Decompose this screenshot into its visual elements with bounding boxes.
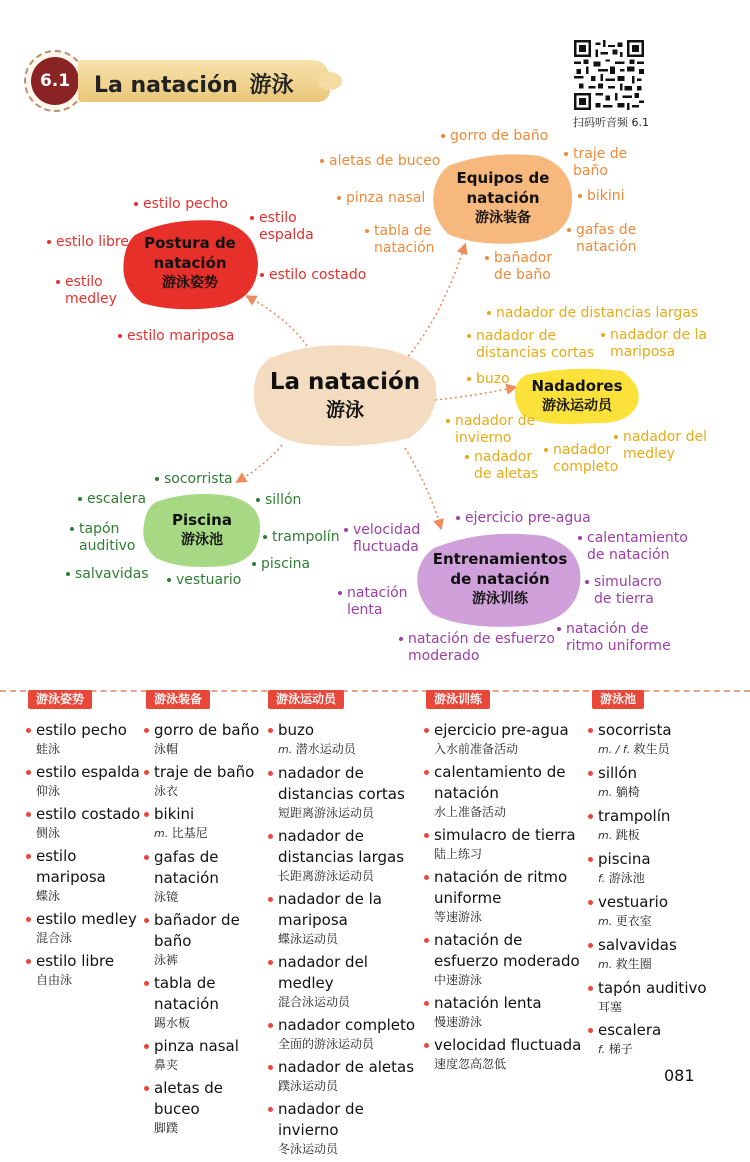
word-chinese xyxy=(434,972,588,988)
equipos-item: bañador de baño xyxy=(494,250,564,284)
piscina-node xyxy=(140,490,264,570)
word-gender: m. xyxy=(598,915,616,928)
word-chinese xyxy=(598,827,722,844)
piscina-item: vestuario xyxy=(176,572,242,588)
word-spanish: natación lenta xyxy=(434,994,542,1012)
word-entry xyxy=(268,1099,424,1157)
word-gender: m. xyxy=(154,827,172,840)
word-spanish: calentamiento de natación xyxy=(434,763,566,802)
word-translation: 侧泳 xyxy=(36,826,61,840)
word-translation: 蛙泳 xyxy=(36,742,61,756)
word-entry xyxy=(268,1057,424,1094)
word-spanish: estilo mariposa xyxy=(36,847,106,886)
word-spanish: aletas de buceo xyxy=(154,1079,223,1118)
word-spanish: vestuario xyxy=(598,893,669,911)
word-chinese xyxy=(154,741,266,757)
word-chinese xyxy=(434,909,588,925)
word-entry xyxy=(268,1015,424,1052)
word-chinese xyxy=(434,1014,588,1030)
equipos-item: pinza nasal xyxy=(346,190,426,206)
list-header-equipos: 游泳装备 xyxy=(146,690,210,709)
word-chinese xyxy=(598,870,722,887)
postura-item: estilo mariposa xyxy=(127,328,235,344)
word-spanish: sillón xyxy=(598,764,638,782)
word-entry xyxy=(26,804,144,841)
word-gender: m. xyxy=(598,829,616,842)
word-entry xyxy=(268,826,424,884)
word-gender: m. xyxy=(598,958,616,971)
word-spanish: trampolín xyxy=(598,807,671,825)
word-entry xyxy=(144,910,266,968)
word-translation: 比基尼 xyxy=(171,826,208,840)
word-spanish: escalera xyxy=(598,1021,662,1039)
nadadores-item: nadador de distancias cortas xyxy=(476,328,606,362)
word-entry xyxy=(26,909,144,946)
piscina-item: sillón xyxy=(265,492,302,508)
piscina-title-zh: 游泳池 xyxy=(181,532,223,548)
word-spanish: socorrista xyxy=(598,721,672,739)
list-header-postura: 游泳姿势 xyxy=(28,690,92,709)
word-translation: 泳裤 xyxy=(154,953,179,967)
word-translation: 跳板 xyxy=(615,828,640,842)
word-chinese xyxy=(598,913,722,930)
word-translation: 泳衣 xyxy=(154,784,179,798)
word-chinese xyxy=(434,741,588,757)
word-chinese xyxy=(278,1141,424,1157)
word-spanish: bikini xyxy=(154,805,195,823)
wordlist-col-equipos xyxy=(144,720,266,1141)
word-translation: 泳帽 xyxy=(154,742,179,756)
postura-title-zh: 游泳姿势 xyxy=(162,275,218,291)
word-translation: 耳塞 xyxy=(598,1000,623,1014)
nadadores-item: nadador completo xyxy=(553,442,623,476)
center-title-zh: 游泳 xyxy=(325,399,364,421)
equipos-item: traje de baño xyxy=(573,146,643,180)
word-translation: 脚蹼 xyxy=(154,1121,179,1135)
word-spanish: nadador de distancias cortas xyxy=(278,764,405,803)
word-chinese xyxy=(434,804,588,820)
entrenamientos-title-zh: 游泳训练 xyxy=(472,591,528,607)
word-chinese xyxy=(598,956,722,973)
word-chinese xyxy=(36,888,144,904)
word-entry xyxy=(588,892,722,930)
word-chinese xyxy=(278,1078,424,1094)
word-translation: 更衣室 xyxy=(615,914,652,928)
word-spanish: simulacro de tierra xyxy=(434,826,576,844)
word-chinese xyxy=(36,783,144,799)
word-spanish: nadador de la mariposa xyxy=(278,890,382,929)
word-entry xyxy=(588,720,722,758)
nadadores-title-zh: 游泳运动员 xyxy=(542,398,612,414)
entrenamientos-item: ejercicio pre-agua xyxy=(465,510,591,526)
equipos-title-zh: 游泳装备 xyxy=(475,210,531,226)
word-gender: m. xyxy=(278,743,296,756)
wordlist-col-nadadores xyxy=(268,720,424,1162)
word-chinese xyxy=(278,868,424,884)
word-translation: 蹼泳运动员 xyxy=(278,1079,339,1093)
center-node xyxy=(250,340,440,450)
word-entry xyxy=(424,930,588,988)
word-spanish: tapón auditivo xyxy=(598,979,707,997)
word-spanish: buzo xyxy=(278,721,315,739)
word-entry xyxy=(144,973,266,1031)
word-entry xyxy=(588,1020,722,1058)
word-spanish: nadador de invierno xyxy=(278,1100,364,1139)
word-chinese xyxy=(434,1056,588,1072)
word-entry xyxy=(144,1036,266,1073)
word-translation: 蝶泳运动员 xyxy=(278,932,339,946)
word-spanish: natación de ritmo uniforme xyxy=(434,868,568,907)
nadadores-item: nadador de invierno xyxy=(455,413,541,447)
word-translation: 仰泳 xyxy=(36,784,61,798)
nadadores-item: nadador del medley xyxy=(623,429,713,463)
word-spanish: piscina xyxy=(598,850,651,868)
word-translation: 躺椅 xyxy=(615,785,640,799)
entrenamientos-item: simulacro de tierra xyxy=(594,574,674,608)
nadadores-title-es: Nadadores xyxy=(531,377,623,395)
word-chinese xyxy=(154,1057,266,1073)
word-entry xyxy=(424,762,588,820)
postura-item: estilo espalda xyxy=(259,210,329,244)
entrenamientos-item: natación lenta xyxy=(347,585,417,619)
word-entry xyxy=(588,763,722,801)
entrenamientos-title-es: Entrenamientos de natación xyxy=(432,550,568,588)
word-entry xyxy=(26,720,144,757)
equipos-item: gafas de natación xyxy=(576,222,646,256)
word-spanish: traje de baño xyxy=(154,763,255,781)
word-spanish: tabla de natación xyxy=(154,974,219,1013)
word-entry xyxy=(588,935,722,973)
word-chinese xyxy=(278,741,424,758)
word-translation: 踢水板 xyxy=(154,1016,191,1030)
piscina-item: socorrista xyxy=(164,471,233,487)
word-spanish: nadador de aletas xyxy=(278,1058,415,1076)
word-chinese xyxy=(154,1015,266,1031)
piscina-item: salvavidas xyxy=(75,566,149,582)
word-spanish: estilo espalda xyxy=(36,763,140,781)
entrenamientos-item: calentamiento de natación xyxy=(587,530,697,564)
word-spanish: ejercicio pre-agua xyxy=(434,721,569,739)
word-spanish: gorro de baño xyxy=(154,721,260,739)
word-entry xyxy=(588,806,722,844)
word-chinese xyxy=(36,741,144,757)
nadadores-item: nadador de la mariposa xyxy=(610,327,710,361)
word-entry xyxy=(26,762,144,799)
word-chinese xyxy=(154,1120,266,1136)
word-entry xyxy=(144,762,266,799)
nadadores-item: nadador de distancias largas xyxy=(496,305,699,321)
word-chinese xyxy=(36,972,144,988)
word-translation: 入水前准备活动 xyxy=(434,742,519,756)
word-spanish: salvavidas xyxy=(598,936,677,954)
postura-item: estilo libre xyxy=(56,234,129,250)
word-chinese xyxy=(598,1041,722,1058)
word-entry xyxy=(424,720,588,757)
word-spanish: natación de esfuerzo moderado xyxy=(434,931,580,970)
word-translation: 救生员 xyxy=(633,742,670,756)
equipos-title-es: Equipos de natación xyxy=(456,169,550,207)
word-translation: 慢速游泳 xyxy=(434,1015,483,1029)
word-spanish: estilo pecho xyxy=(36,721,127,739)
word-entry xyxy=(144,720,266,757)
word-translation: 全面的游泳运动员 xyxy=(278,1037,375,1051)
word-gender: m. / f. xyxy=(598,743,634,756)
word-translation: 长距离游泳运动员 xyxy=(278,869,375,883)
word-entry xyxy=(268,763,424,821)
title-es: La natación xyxy=(94,73,238,98)
word-entry xyxy=(424,867,588,925)
page-number: 081 xyxy=(664,1066,695,1085)
postura-title-es: Postura de natación xyxy=(144,234,236,272)
word-entry xyxy=(26,846,144,904)
equipos-item: gorro de baño xyxy=(450,128,549,144)
word-translation: 水上准备活动 xyxy=(434,805,507,819)
wordlist-col-entrenamientos xyxy=(424,720,588,1077)
entrenamientos-node xyxy=(414,528,586,630)
equipos-item: bikini xyxy=(587,188,625,204)
title-zh: 游泳 xyxy=(249,73,294,98)
piscina-item: piscina xyxy=(261,556,311,572)
word-spanish: nadador de distancias largas xyxy=(278,827,405,866)
equipos-node xyxy=(430,150,576,246)
word-spanish: estilo medley xyxy=(36,910,137,928)
word-chinese xyxy=(154,952,266,968)
list-header-entrenamientos: 游泳训练 xyxy=(426,690,490,709)
word-chinese xyxy=(36,930,144,946)
qr-caption: 扫码听音频 6.1 xyxy=(573,116,649,129)
word-translation: 冬泳运动员 xyxy=(278,1142,339,1156)
list-header-piscina: 游泳池 xyxy=(592,690,644,709)
word-spanish: bañador de baño xyxy=(154,911,240,950)
word-chinese xyxy=(278,805,424,821)
word-spanish: pinza nasal xyxy=(154,1037,239,1055)
word-chinese xyxy=(154,825,266,842)
word-gender: f. xyxy=(598,872,609,885)
equipos-item: aletas de buceo xyxy=(329,153,441,169)
word-chinese xyxy=(154,783,266,799)
piscina-item: escalera xyxy=(87,491,147,507)
word-translation: 泳镜 xyxy=(154,890,179,904)
word-entry xyxy=(26,951,144,988)
word-entry xyxy=(268,952,424,1010)
word-entry xyxy=(588,978,722,1015)
word-spanish: estilo libre xyxy=(36,952,115,970)
nadadores-item: buzo xyxy=(476,371,510,387)
postura-node xyxy=(120,215,260,311)
section-number: 6.1 xyxy=(31,57,79,105)
word-translation: 救生圈 xyxy=(615,957,652,971)
word-entry xyxy=(268,889,424,947)
entrenamientos-item: natación de esfuerzo moderado xyxy=(408,631,558,665)
piscina-item: trampolín xyxy=(272,529,340,545)
postura-item: estilo medley xyxy=(65,274,125,308)
word-chinese xyxy=(278,931,424,947)
word-entry xyxy=(424,1035,588,1072)
word-chinese xyxy=(278,1036,424,1052)
entrenamientos-item: natación de ritmo uniforme xyxy=(566,621,676,655)
postura-item: estilo costado xyxy=(269,267,367,283)
word-entry xyxy=(144,804,266,842)
word-translation: 速度忽高忽低 xyxy=(434,1057,507,1071)
word-translation: 梯子 xyxy=(608,1042,633,1056)
word-translation: 中速游泳 xyxy=(434,973,483,987)
word-translation: 短距离游泳运动员 xyxy=(278,806,375,820)
word-gender: f. xyxy=(598,1043,609,1056)
word-entry xyxy=(268,720,424,758)
wordlist-col-postura xyxy=(26,720,144,993)
word-chinese xyxy=(598,784,722,801)
entrenamientos-item: velocidad fluctuada xyxy=(353,522,433,556)
word-translation: 潜水运动员 xyxy=(295,742,356,756)
word-chinese xyxy=(154,889,266,905)
word-entry xyxy=(144,1078,266,1136)
equipos-item: tabla de natación xyxy=(374,223,444,257)
word-chinese xyxy=(434,846,588,862)
postura-item: estilo pecho xyxy=(143,196,228,212)
word-translation: 自由泳 xyxy=(36,973,73,987)
word-translation: 游泳池 xyxy=(608,871,645,885)
list-header-nadadores: 游泳运动员 xyxy=(268,690,344,709)
word-entry xyxy=(424,993,588,1030)
piscina-item: tapón auditivo xyxy=(79,521,139,555)
center-title-es: La natación xyxy=(269,369,421,395)
word-gender: m. xyxy=(598,786,616,799)
word-spanish: gafas de natación xyxy=(154,848,219,887)
word-translation: 混合泳运动员 xyxy=(278,995,351,1009)
word-translation: 鼻夹 xyxy=(154,1058,179,1072)
word-translation: 陆上练习 xyxy=(434,847,483,861)
piscina-title-es: Piscina xyxy=(172,511,232,529)
nadadores-item: nadador de aletas xyxy=(474,449,544,483)
word-chinese xyxy=(598,999,722,1015)
word-spanish: nadador completo xyxy=(278,1016,416,1034)
word-entry xyxy=(588,849,722,887)
word-chinese xyxy=(36,825,144,841)
word-spanish: velocidad fluctuada xyxy=(434,1036,582,1054)
word-entry xyxy=(424,825,588,862)
word-spanish: nadador del medley xyxy=(278,953,368,992)
wordlist-col-piscina xyxy=(588,720,722,1063)
word-entry xyxy=(144,847,266,905)
word-translation: 等速游泳 xyxy=(434,910,483,924)
word-chinese xyxy=(598,741,722,758)
word-translation: 混合泳 xyxy=(36,931,73,945)
word-chinese xyxy=(278,994,424,1010)
word-spanish: estilo costado xyxy=(36,805,141,823)
word-translation: 蝶泳 xyxy=(36,889,61,903)
